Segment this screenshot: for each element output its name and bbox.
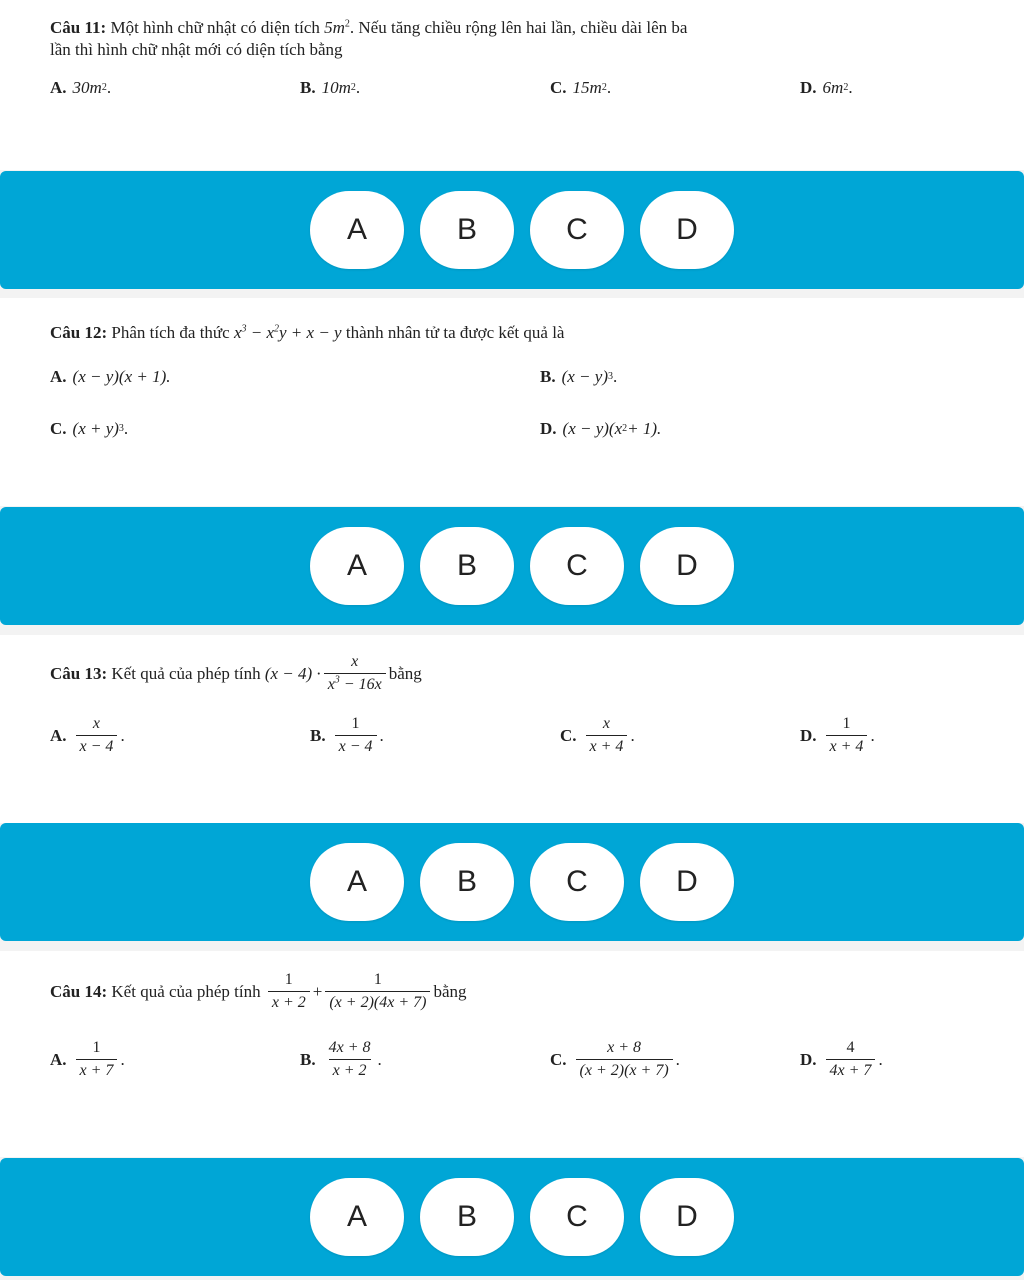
answer-button-d[interactable]: D xyxy=(640,527,734,605)
question-label: Câu 11: xyxy=(50,18,107,37)
answer-button-a[interactable]: A xyxy=(310,527,404,605)
option-d: D. $\frac{4}{4x + 7}$ . xyxy=(800,1039,883,1079)
question-14-text: Câu 14: Kết quả của phép tính $\frac{1}{x + 2}$ + $\frac{1}{(x + 2)(4x + 7)}$ bằng xyxy=(50,971,467,1011)
option-d: D. (x − y)(x 2 + 1). xyxy=(540,419,662,438)
answer-button-c[interactable]: C xyxy=(530,1178,624,1256)
question-label: Câu 12: xyxy=(50,323,108,342)
option-d: D. $\frac{1}{x + 4}$ . xyxy=(800,715,875,755)
answer-button-a[interactable]: A xyxy=(310,843,404,921)
answer-button-d[interactable]: D xyxy=(640,191,734,269)
option-c: C. 15m 2 . xyxy=(550,78,612,97)
answer-button-c[interactable]: C xyxy=(530,191,624,269)
question-11-text-line2: lần thì hình chữ nhật mới có diện tích bằng xyxy=(50,40,343,59)
fraction: $\frac{x}{x^3 - 16x}$ xyxy=(324,653,386,694)
answer-band-11 xyxy=(0,171,1024,289)
question-11-card xyxy=(0,0,1024,170)
question-label: Câu 14: xyxy=(50,981,108,1001)
option-a: A. $\frac{x}{x - 4}$ . xyxy=(50,715,125,755)
answer-button-b[interactable]: B xyxy=(420,1178,514,1256)
question-12-text: Câu 12: Phân tích đa thức $x^3 - x^2y + x - y$ thành nhân tử ta được kết quả là xyxy=(50,323,565,342)
question-11-text: Câu 11: Một hình chữ nhật có diện tích $5m^2$. Nếu tăng chiều rộng lên hai lần, chiều dài lên ba xyxy=(50,18,688,37)
option-c: C. $\frac{x}{x + 4}$ . xyxy=(560,715,635,755)
answer-button-b[interactable]: B xyxy=(420,527,514,605)
answer-button-c[interactable]: C xyxy=(530,527,624,605)
option-b: B. 10m 2 . xyxy=(300,78,361,97)
option-b: B. $\frac{4x + 8}{x + 2}$ . xyxy=(300,1039,382,1079)
answer-button-d[interactable]: D xyxy=(640,1178,734,1256)
answer-button-d[interactable]: D xyxy=(640,843,734,921)
answer-band-12 xyxy=(0,507,1024,625)
option-b: B. $\frac{1}{x - 4}$ . xyxy=(310,715,384,755)
answer-button-b[interactable]: B xyxy=(420,191,514,269)
option-b: B. (x − y) 3 . xyxy=(540,367,618,386)
answer-button-b[interactable]: B xyxy=(420,843,514,921)
answer-button-a[interactable]: A xyxy=(310,1178,404,1256)
option-d: D. 6m 2 . xyxy=(800,78,853,97)
option-a: A. (x − y)(x + 1). xyxy=(50,367,171,386)
question-13-text: Câu 13: Kết quả của phép tính (x − 4) · $\frac{x}{x^3 - 16x}$ bằng xyxy=(50,653,422,693)
answer-button-c[interactable]: C xyxy=(530,843,624,921)
answer-band-14 xyxy=(0,1158,1024,1276)
question-14-card xyxy=(0,951,1024,1157)
question-13-card xyxy=(0,635,1024,823)
option-c: C. (x + y) 3 . xyxy=(50,419,129,438)
option-c: C. $\frac{x + 8}{(x + 2)(x + 7)}$ . xyxy=(550,1039,680,1079)
answer-band-13 xyxy=(0,823,1024,941)
fraction: $\frac{1}{x + 2}$ xyxy=(268,971,310,1012)
option-a: A. $\frac{1}{x + 7}$ . xyxy=(50,1039,125,1079)
option-a: A. 30m 2 . xyxy=(50,78,112,97)
question-12-card xyxy=(0,298,1024,506)
answer-button-a[interactable]: A xyxy=(310,191,404,269)
fraction: $\frac{1}{(x + 2)(4x + 7)}$ xyxy=(325,971,430,1012)
question-label: Câu 13: xyxy=(50,663,108,683)
